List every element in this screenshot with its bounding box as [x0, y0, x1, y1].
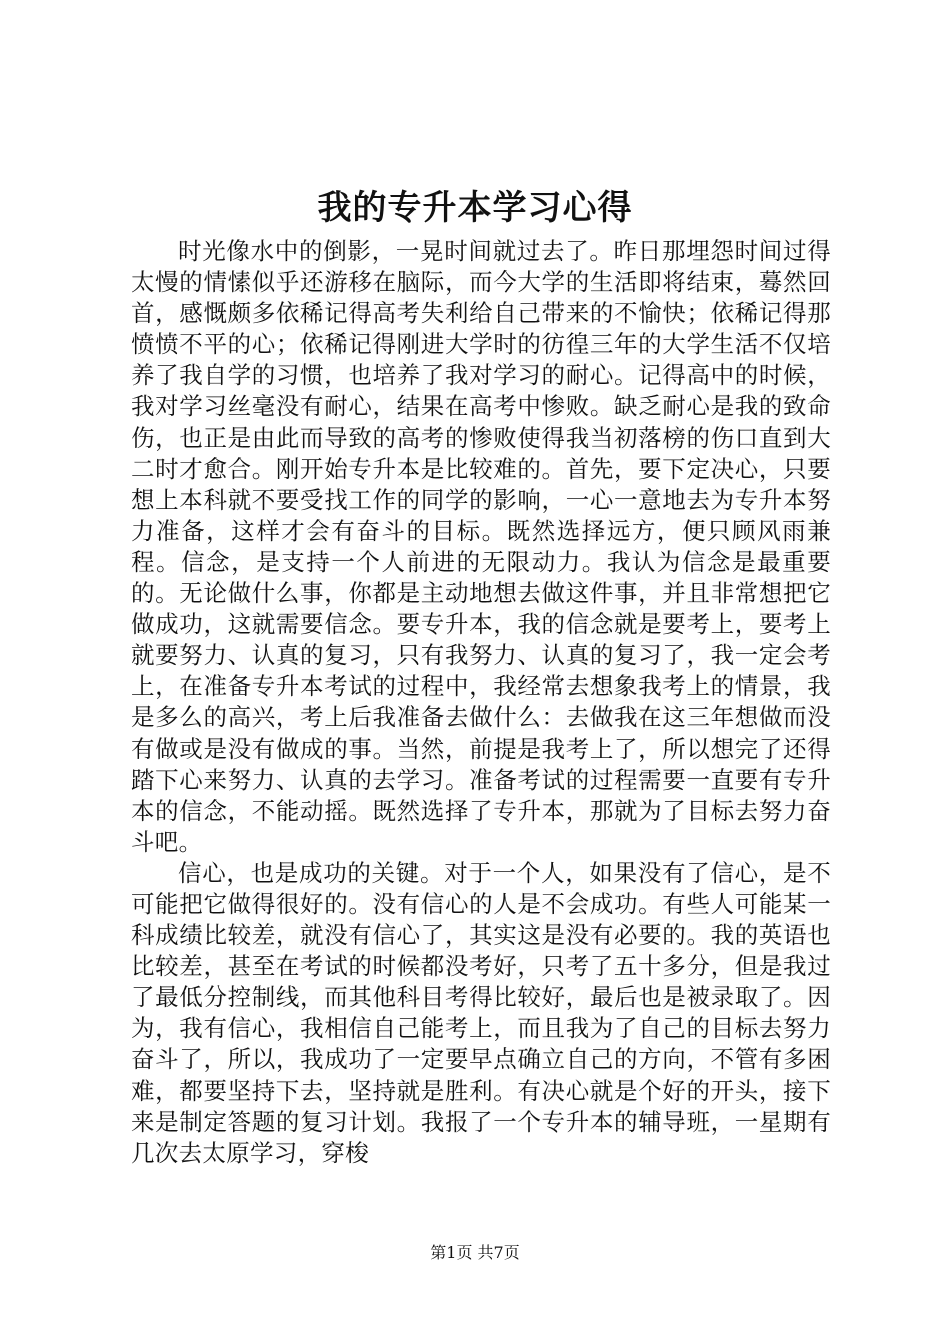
document-title: 我的专升本学习心得 — [317, 188, 633, 228]
page-footer: 第1页 共7页 — [430, 1243, 520, 1262]
document-body — [131, 236, 831, 1169]
paragraph-2: 信心，也是成功的关键。对于一个人，如果没有了信心，是不可能把它做得很好的。没有信心的人是不会成功。有些人可能某一科成绩比较差，就没有信心了，其实这是没有必要的。我的英语也比较差，甚至在考试的时候都没考好，只考了五十多分，但是我过了最低分控制线，而其他科目考得比较好，最后也是被录取了。因为，我有信心，我相信自己能考上，而且我为了自己的目标去努力奋斗了，所以，我成功了一定要早点确立自己的方向，不管有多困难，都要坚持下去，坚持就是胜利。有决心就是个好的开头，接下来是制定答题的复习计划。我报了一个专升本的辅导班，一星期有几次去太原学习，穿梭 — [131, 858, 831, 1167]
paragraph-1: 时光像水中的倒影，一晃时间就过去了。昨日那埋怨时间过得太慢的情愫似乎还游移在脑际，而今大学的生活即将结束，蓦然回首，感慨颇多依稀记得高考失利给自己带来的不愉快；依稀记得那愤愤不平的心；依稀记得刚进大学时的彷徨三年的大学生活不仅培养了我自学的习惯，也培养了我对学习的耐心。记得高中的时候，我对学习丝毫没有耐心，结果在高考中惨败。缺乏耐心是我的致命伤，也正是由此而导致的高考的惨败使得我当初落榜的伤口直到大二时才愈合。刚开始专升本是比较难的。首先，要下定决心，只要想上本科就不要受找工作的同学的影响，一心一意地去为专升本努力准备，这样才会有奋斗的目标。既然选择远方，便只顾风雨兼程。信念，是支持一个人前进的无限动力。我认为信念是最重要的。无论做什么事，你都是主动地想去做这件事，并且非常想把它做成功，这就需要信念。要专升本，我的信念就是要考上，要考上就要努力、认真的复习，只有我努力、认真的复习了，我一定会考上，在准备专升本考试的过程中，我经常去想象我考上的情景，我是多么的高兴，考上后我准备去做什么：去做我在这三年想做而没有做或是没有做成的事。当然，前提是我考上了，所以想完了还得踏下心来努力、认真的去学习。准备考试的过程需要一直要有专升本的信念，不能动摇。既然选择了专升本，那就为了目标去努力奋斗吧。 — [131, 237, 831, 856]
